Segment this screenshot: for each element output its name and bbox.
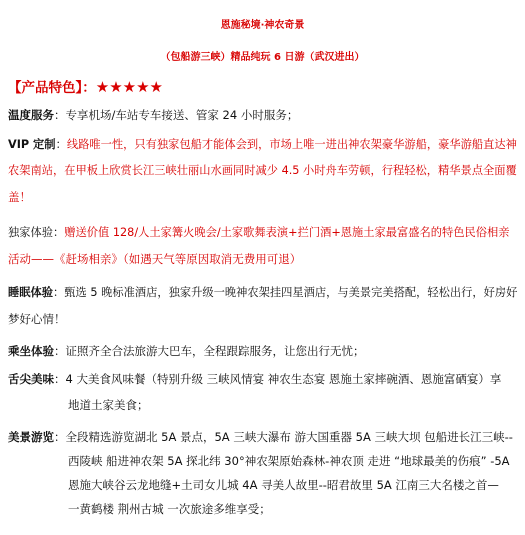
section-label: 乘坐体验 <box>8 344 54 358</box>
section-text-line-2: 农架南站，在甲板上欣赏长江三峡壮丽山水画同时减少 4.5 小时舟车劳顿，行程轻松，精华景点全面覆 <box>8 164 517 177</box>
section-text-line-1: 甄选 5 晚标准酒店，独家升级一晚神农架挂四星酒店，与美景完美搭配，轻松出行，好房好 <box>64 286 518 299</box>
section-colon: ： <box>54 344 66 358</box>
section-text-line-3: 盖！ <box>8 190 31 204</box>
section-warm-service <box>8 104 520 126</box>
section-text-line-2: 西陵峡 船进神农架 5A 探北纬 30°神农架原始森林-神农顶 走进 “地球最美的伤痕” -5A <box>68 454 510 468</box>
section-text-line-2: 梦好心情！ <box>8 312 66 326</box>
section-colon: ： <box>53 286 65 299</box>
section-text: 证照齐全合法旅游大巴车，全程跟踪服务，让您出行无忧； <box>65 344 365 358</box>
section-label: 美景游览 <box>8 430 54 444</box>
section-label: 睡眠体验 <box>8 286 54 299</box>
section-exclusive <box>8 222 520 270</box>
feature-label: 【产品特色】： <box>8 80 96 96</box>
section-label: 温度服务 <box>8 108 54 122</box>
section-text-line-2: 活动——《赶场相亲》 <box>8 252 123 266</box>
section-colon: ： <box>53 226 65 239</box>
section-vip <box>8 134 520 208</box>
section-text-line-1: 4 大美食风味餐（特别升级 三峡风情宴 神农生态宴 恩施土家摔碗酒、恩施富硒宴）享 <box>65 372 502 386</box>
section-text: 专享机场/车站专车接送、管家 24 小时服务； <box>65 108 299 122</box>
section-label: VIP 定制 <box>8 138 56 151</box>
section-text-line-3: 恩施大峡谷云龙地缝+土司女儿城 4A 寻美人故里--昭君故里 5A 江南三大名楼之首— <box>68 478 499 492</box>
section-sleep <box>8 282 520 330</box>
title-line-2: （包船游三峡）精品纯玩 6 日游（武汉进出） <box>160 52 365 63</box>
section-food <box>8 368 520 416</box>
section-text-line-1: 赠送价值 128/人土家篝火晚会/土家歌舞表演+拦门酒+恩施土家最富盛名的特色民俗相亲 <box>64 226 510 239</box>
rating-stars: ★★★★★ <box>95 78 163 96</box>
section-text-line-2: 地道土家美食； <box>68 398 149 412</box>
section-text-line-1: 线路唯一性，只有独家包船才能体会到，市场上唯一进出神农架豪华游船，豪华游船直达神 <box>66 138 517 151</box>
section-label: 舌尖美味 <box>8 372 54 386</box>
section-colon: ： <box>54 372 66 386</box>
section-ride <box>8 340 520 362</box>
section-label: 独家体验 <box>8 226 54 239</box>
section-text-line-1: 全段精选游览湖北 5A 景点，5A 三峡大瀑布 游大国重器 5A 三峡大坝 包船进长江三峡-- <box>65 430 513 444</box>
section-colon: ： <box>54 430 66 444</box>
title-line-1: 恩施秘境·神农奇景 <box>220 20 305 31</box>
product-feature-heading <box>8 78 163 97</box>
section-colon: ： <box>55 138 67 151</box>
section-note: （如遇天气等原因取消无费用可退） <box>123 252 302 266</box>
section-text-line-4: 一黄鹤楼 荆州古城 一次旅途多维享受； <box>68 502 271 516</box>
section-colon: ： <box>54 108 66 122</box>
section-scenery <box>8 426 520 520</box>
